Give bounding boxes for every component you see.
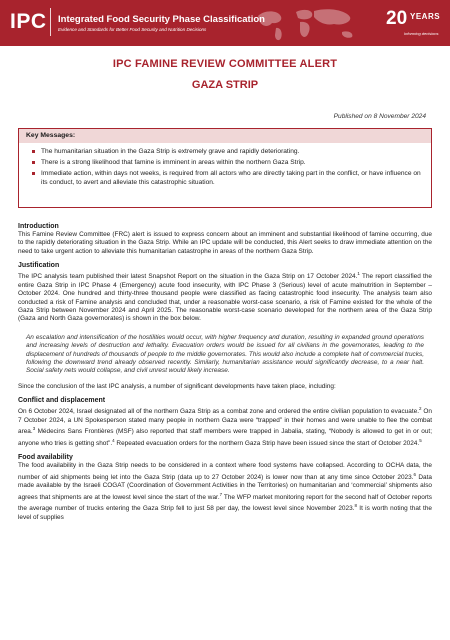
document-title: IPC FAMINE REVIEW COMMITTEE ALERT <box>112 58 338 70</box>
logo-divider <box>50 8 51 36</box>
ipc-logo-text: IPC <box>10 10 47 33</box>
anniversary-number: 20 <box>386 8 408 29</box>
footnote-ref[interactable]: 6 <box>413 471 416 477</box>
anniversary-label: YEARS <box>410 12 441 21</box>
key-message-item: There is a strong likelihood that famine is imminent in areas within the northern Gaza Strip. <box>41 158 421 167</box>
food-availability-paragraph: The food availability in the Gaza Strip needs to be considered in a context where food systems have collapsed. According to OCHA data, the number of aid shipments being let into the Gaza Strip (data up to 27 October 2024) is lower now than at any time since October 2023.$^6$ Data made available by the Israeli COGAT (Coordination of Government Activities in the Territories) on humanitarian and ‘commercial’ shipments also agrees that shipments are at the lowest level since the start of the war.$^7$ The WFP market monitoring report for the second half of October reports the average number of trucks entering the Gaza Strip fell to just 58 per day, the lowest level since November 2023.$^8$ It is worth noting that the level of supplies <box>18 462 432 521</box>
footnote-ref[interactable]: 7 <box>219 491 223 497</box>
footnote-ref[interactable]: 4 <box>112 437 115 443</box>
key-messages-heading: Key Messages: <box>19 129 431 143</box>
header-banner <box>0 0 450 46</box>
footnote-ref[interactable]: 8 <box>354 503 357 509</box>
introduction-heading: Introduction <box>18 223 59 230</box>
justification-heading: Justification <box>18 262 60 270</box>
justification-paragraph: The IPC analysis team published their latest Snapshot Report on the situation in the Gaza Strip on 17 October 2024.$^1$ The report classified the entire Gaza Strip in IPC Phase 4 (Emergency) acute food insecurity, with IPC Phase 3 (Serious) level of acute malnutrition in September – October 2024. One hundred and thirty-three thousand people were classified as facing catastrophic food insecurity. The analysis team also conducted a risk of Famine analysis and concluded that, under a reasonable worst-case scenario, a risk of Famine existed for the whole of the Gaza Strip between November 2024 and April 2025. The reasonable worst-case scenario developed for the northern area of the Gaza Strip (Gaza and North Gaza governorates) is shown in the box below. <box>18 271 433 323</box>
organization-name: Integrated Food Security Phase Classification <box>58 14 265 25</box>
scenario-quote: An escalation and intensification of the hostilities would occur, with higher frequency and duration, resulting in expanded ground operations and increasing levels of destruction and lethality. Evacuation orders would be issued for all civilians in the governorates, leading to the displacement of hundreds of thousands of people to the middle governorates. This would also include a complete halt of commercial trucks, following the downward trend already observed recently. Similarly, humanitarian assistance would significantly decrease, to a near halt. Social safety nets would collapse, and civil unrest would likely increase. <box>26 333 424 375</box>
conflict-heading: Conflict and displacement <box>18 397 106 405</box>
key-messages-box <box>18 128 432 208</box>
document-subtitle: GAZA STRIP <box>191 79 259 91</box>
footnote-ref[interactable]: 5 <box>419 437 422 443</box>
key-messages-list <box>19 143 431 187</box>
key-message-item: The humanitarian situation in the Gaza Strip is extremely grave and rapidly deteriorating. <box>41 147 421 156</box>
world-map-graphic <box>250 2 370 44</box>
key-message-item: Immediate action, within days not weeks, is required from all actors who are directly taking part in the conflict, or have influence on its conduct, to avert and alleviate this catastrophic situation. <box>41 170 421 186</box>
published-date: Published on 8 November 2024 <box>333 113 426 120</box>
organization-tagline: Evidence and Standards for Better Food Security and Nutrition Decisions <box>58 27 207 32</box>
developments-intro: Since the conclusion of the last IPC analysis, a number of significant developments have taken place, including: <box>18 382 336 390</box>
footnote-ref[interactable]: 3 <box>32 426 36 432</box>
document-body <box>18 217 432 522</box>
food-availability-heading: Food availability <box>18 454 73 462</box>
ipc-logo <box>10 10 47 34</box>
footnote-ref[interactable]: 1 <box>357 271 360 277</box>
conflict-paragraph: On 6 October 2024, Israel designated all of the northern Gaza Strip as a combat zone and ordered the entire civilian population to evacuate.$^2$ On 7 October 2024, a UN Spokesperson stated many people in northern Gaza were “trapped” in their homes and were unable to flee the combat area.$^3$ Médecins Sans Frontières (MSF) also reported that staff members were trapped in Jabalia, stating, “Nobody is allowed to get in or out; anyone who tries is getting shot”.$^4$ Repeated evacuation orders for the northern Gaza Strip have been issued since the start of October 2024.$^5$ <box>18 406 432 447</box>
introduction-paragraph: This Famine Review Committee (FRC) alert is issued to express concern about an imminent and substantial likelihood of famine occurring, due to the rapidly deteriorating situation in the Gaza Strip. While an IPC update will be conducted, this Alert seeks to draw immediate attention on the need to take urgent action to alleviate this humanitarian catastrophe in areas of the northern Gaza Strip. <box>18 231 432 255</box>
anniversary-subtitle: Informing decisions <box>404 31 439 36</box>
footnote-ref[interactable]: 2 <box>418 406 422 412</box>
